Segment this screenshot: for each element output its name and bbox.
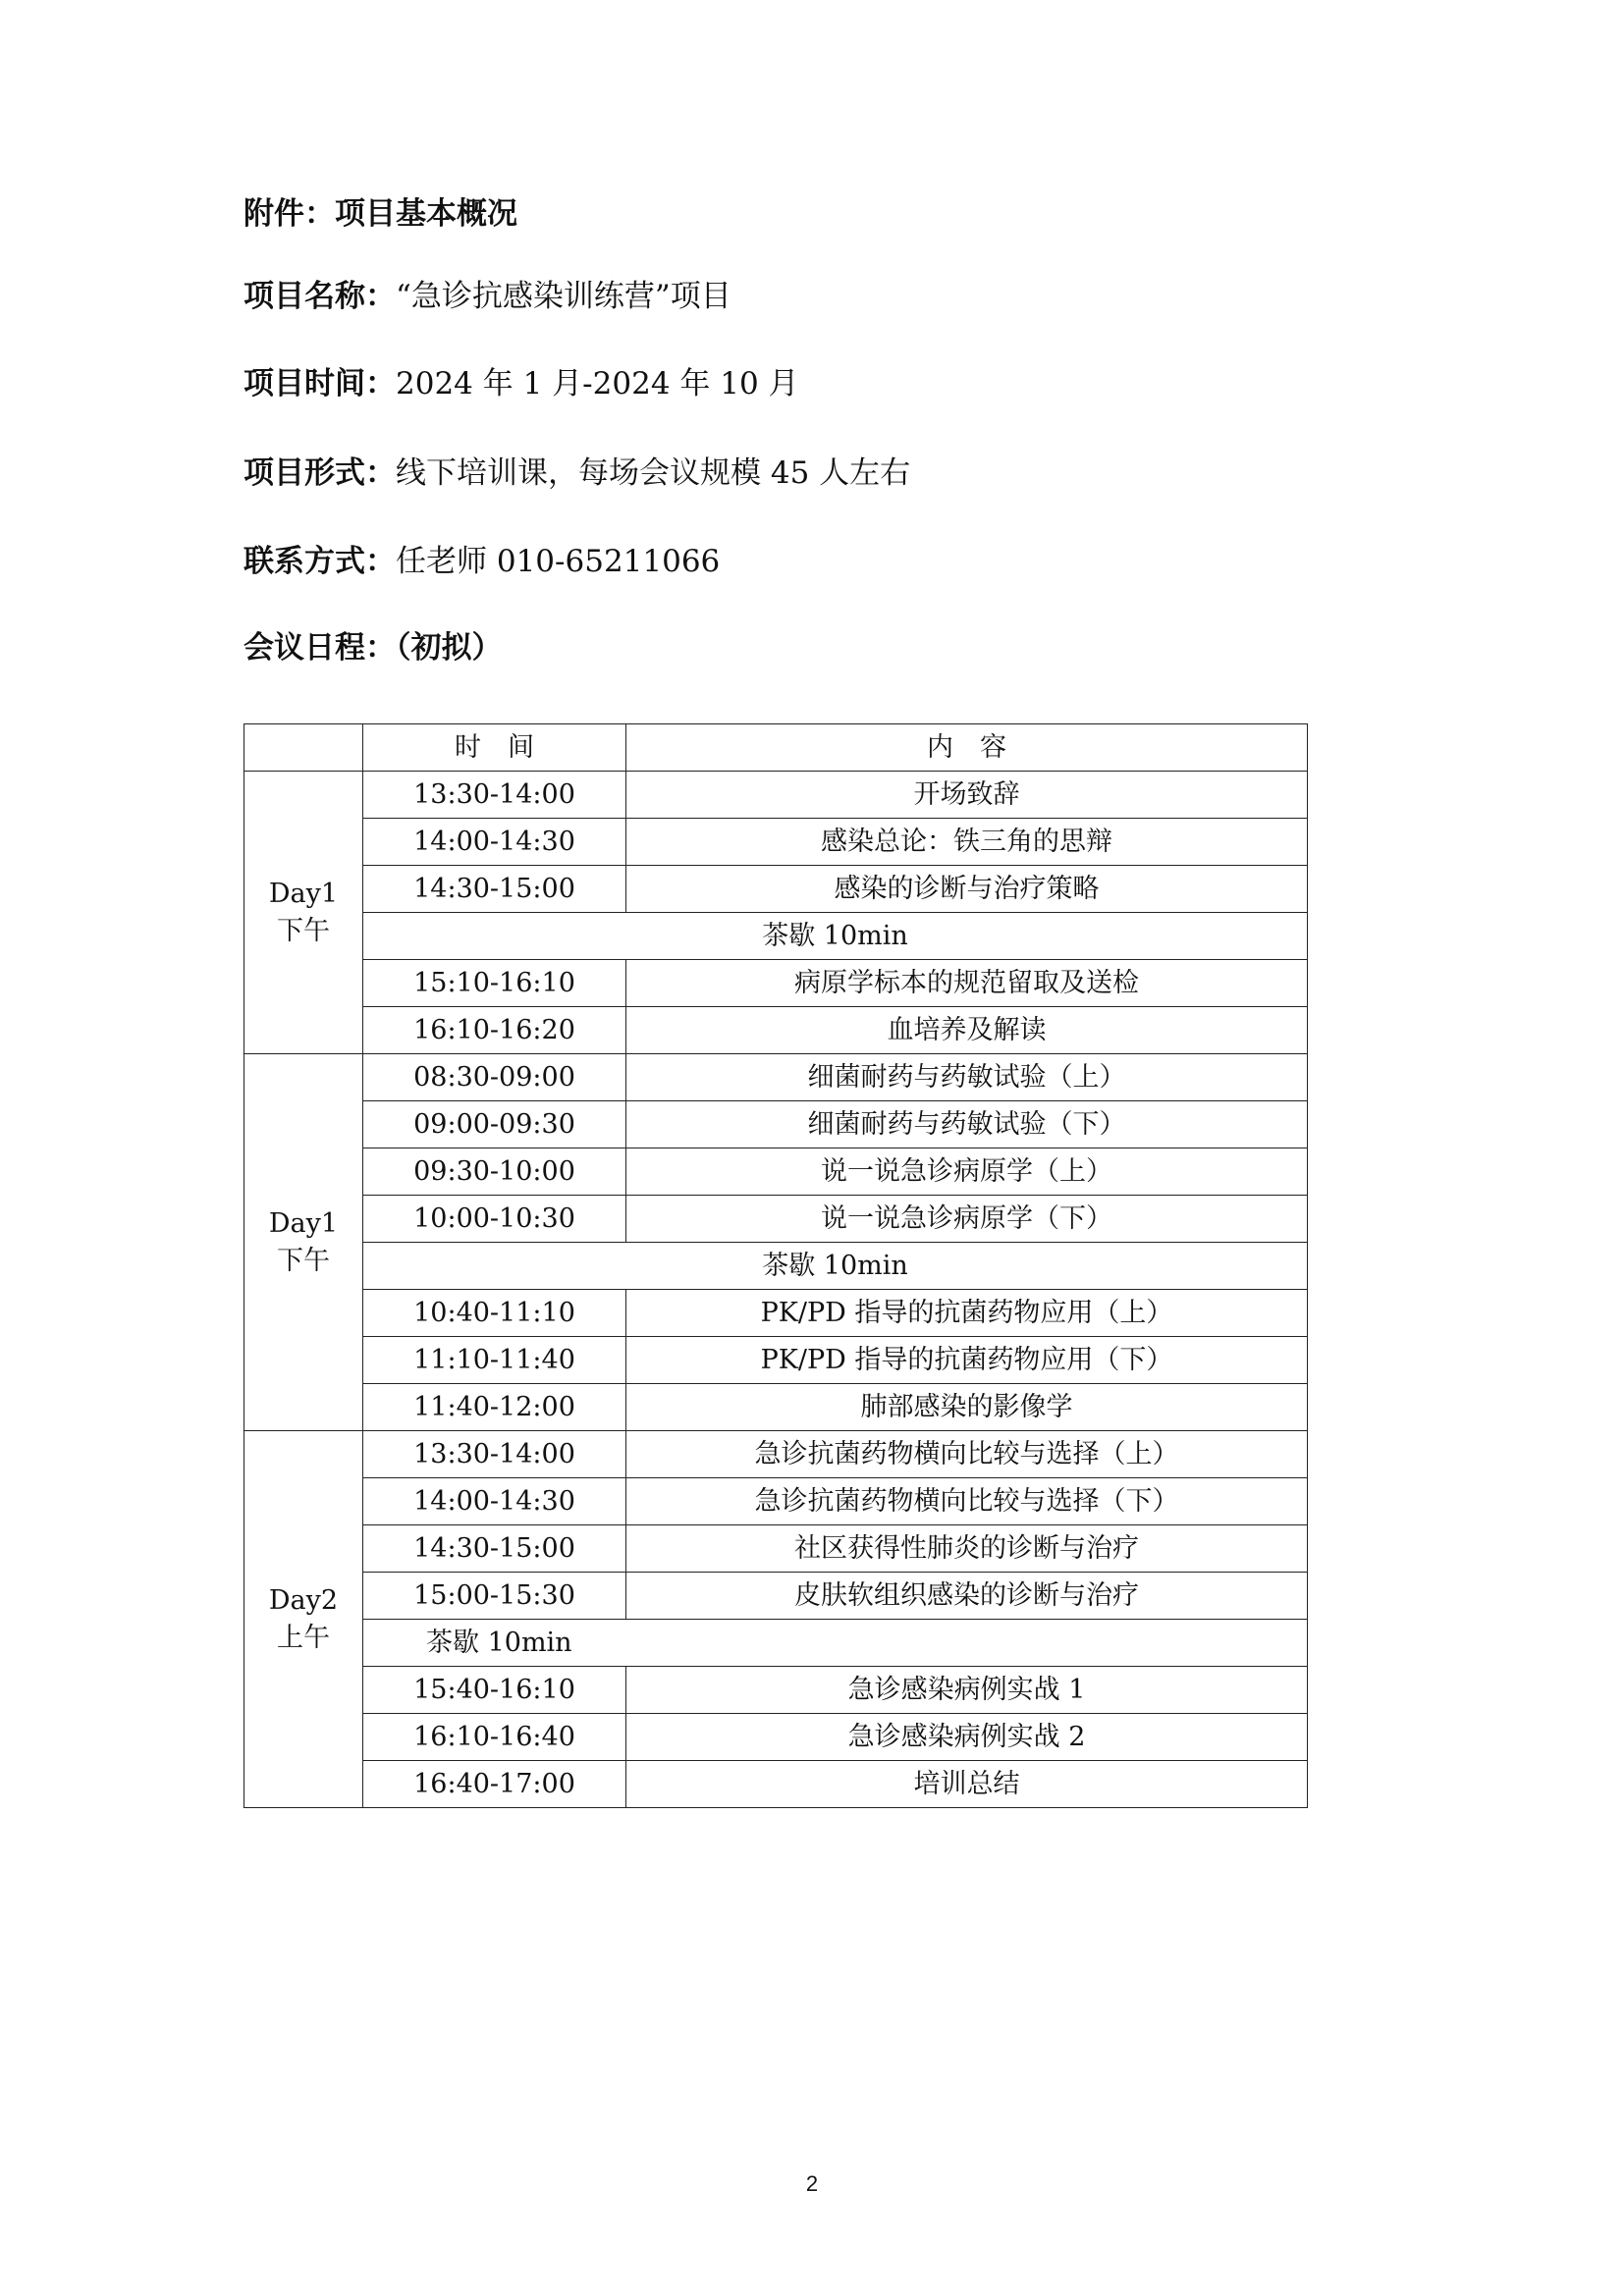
time-cell: 13:30-14:00 xyxy=(363,772,626,819)
header-content: 内 容 xyxy=(626,724,1308,772)
table-row xyxy=(244,1196,1308,1243)
session-label-cell xyxy=(244,1431,363,1808)
table-row xyxy=(244,960,1308,1007)
project-form-line xyxy=(244,454,910,493)
time-cell: 11:40-12:00 xyxy=(363,1384,626,1431)
attachment-title xyxy=(244,194,517,234)
session-period: 下午 xyxy=(277,1245,330,1276)
header-session-cell xyxy=(244,724,363,772)
table-row xyxy=(244,1761,1308,1808)
table-row xyxy=(244,1431,1308,1478)
attachment-title-text: 附件：项目基本概况 xyxy=(244,196,517,232)
time-cell: 16:10-16:40 xyxy=(363,1714,626,1761)
table-row xyxy=(244,1667,1308,1714)
table-row xyxy=(244,1478,1308,1525)
project-name-value: “急诊抗感染训练营”项目 xyxy=(396,279,731,314)
session-period: 下午 xyxy=(277,915,330,946)
time-cell: 16:10-16:20 xyxy=(363,1007,626,1054)
time-cell: 08:30-09:00 xyxy=(363,1054,626,1101)
time-cell: 14:00-14:30 xyxy=(363,819,626,866)
table-row xyxy=(244,1337,1308,1384)
table-row xyxy=(244,1054,1308,1101)
table-row xyxy=(244,1101,1308,1148)
content-cell: 细菌耐药与药敏试验（上） xyxy=(626,1054,1308,1101)
table-row xyxy=(244,1525,1308,1573)
project-time-line xyxy=(244,364,799,403)
agenda-heading-text: 会议日程：（初拟） xyxy=(244,630,503,666)
agenda-heading xyxy=(244,628,503,667)
content-cell: 急诊感染病例实战 2 xyxy=(626,1714,1308,1761)
time-cell: 14:30-15:00 xyxy=(363,1525,626,1573)
time-cell: 13:30-14:00 xyxy=(363,1431,626,1478)
project-form-label: 项目形式： xyxy=(244,455,396,491)
tea-break-cell: 茶歇 10min xyxy=(363,1243,1308,1290)
tea-break-row xyxy=(244,1243,1308,1290)
session-period: 上午 xyxy=(277,1622,330,1653)
time-cell: 16:40-17:00 xyxy=(363,1761,626,1808)
content-cell: 细菌耐药与药敏试验（下） xyxy=(626,1101,1308,1148)
time-cell: 09:00-09:30 xyxy=(363,1101,626,1148)
time-cell: 14:00-14:30 xyxy=(363,1478,626,1525)
time-cell: 11:10-11:40 xyxy=(363,1337,626,1384)
time-cell: 09:30-10:00 xyxy=(363,1148,626,1196)
table-row xyxy=(244,1148,1308,1196)
session-day: Day1 xyxy=(268,878,339,909)
contact-line xyxy=(244,542,720,581)
content-cell: 急诊抗菌药物横向比较与选择（下） xyxy=(626,1478,1308,1525)
session-day: Day1 xyxy=(268,1207,339,1239)
table-row xyxy=(244,1384,1308,1431)
table-row xyxy=(244,866,1308,913)
contact-label: 联系方式： xyxy=(244,544,396,579)
agenda-table-body xyxy=(244,724,1308,1808)
content-cell: PK/PD 指导的抗菌药物应用（下） xyxy=(626,1337,1308,1384)
content-cell: 皮肤软组织感染的诊断与治疗 xyxy=(626,1573,1308,1620)
project-form-value: 线下培训课，每场会议规模 45 人左右 xyxy=(396,455,911,491)
tea-break-cell: 茶歇 10min xyxy=(363,1620,1308,1667)
project-time-label: 项目时间： xyxy=(244,366,396,401)
project-name-line xyxy=(244,277,731,316)
table-row xyxy=(244,772,1308,819)
time-cell: 10:40-11:10 xyxy=(363,1290,626,1337)
content-cell: 血培养及解读 xyxy=(626,1007,1308,1054)
table-row xyxy=(244,819,1308,866)
table-row xyxy=(244,1714,1308,1761)
time-cell: 14:30-15:00 xyxy=(363,866,626,913)
content-cell: 感染总论：铁三角的思辩 xyxy=(626,819,1308,866)
time-cell: 15:00-15:30 xyxy=(363,1573,626,1620)
tea-break-cell: 茶歇 10min xyxy=(363,913,1308,960)
table-row xyxy=(244,1573,1308,1620)
table-header-row xyxy=(244,724,1308,772)
content-cell: 病原学标本的规范留取及送检 xyxy=(626,960,1308,1007)
content-cell: 社区获得性肺炎的诊断与治疗 xyxy=(626,1525,1308,1573)
session-label-cell xyxy=(244,772,363,1054)
project-name-label: 项目名称： xyxy=(244,279,396,314)
time-cell: 10:00-10:30 xyxy=(363,1196,626,1243)
agenda-table xyxy=(244,723,1308,1808)
content-cell: 肺部感染的影像学 xyxy=(626,1384,1308,1431)
page-number: 2 xyxy=(805,2171,819,2196)
tea-break-row xyxy=(244,913,1308,960)
table-row xyxy=(244,1007,1308,1054)
content-cell: 说一说急诊病原学（上） xyxy=(626,1148,1308,1196)
session-day: Day2 xyxy=(268,1584,339,1616)
session-label-cell xyxy=(244,1054,363,1431)
header-time: 时 间 xyxy=(363,724,626,772)
time-cell: 15:10-16:10 xyxy=(363,960,626,1007)
contact-value: 任老师 010-65211066 xyxy=(396,544,721,579)
content-cell: 说一说急诊病原学（下） xyxy=(626,1196,1308,1243)
content-cell: 培训总结 xyxy=(626,1761,1308,1808)
tea-break-row xyxy=(244,1620,1308,1667)
time-cell: 15:40-16:10 xyxy=(363,1667,626,1714)
content-cell: 感染的诊断与治疗策略 xyxy=(626,866,1308,913)
project-time-value: 2024 年 1 月-2024 年 10 月 xyxy=(396,366,799,401)
content-cell: 开场致辞 xyxy=(626,772,1308,819)
table-row xyxy=(244,1290,1308,1337)
content-cell: 急诊感染病例实战 1 xyxy=(626,1667,1308,1714)
content-cell: 急诊抗菌药物横向比较与选择（上） xyxy=(626,1431,1308,1478)
content-cell: PK/PD 指导的抗菌药物应用（上） xyxy=(626,1290,1308,1337)
